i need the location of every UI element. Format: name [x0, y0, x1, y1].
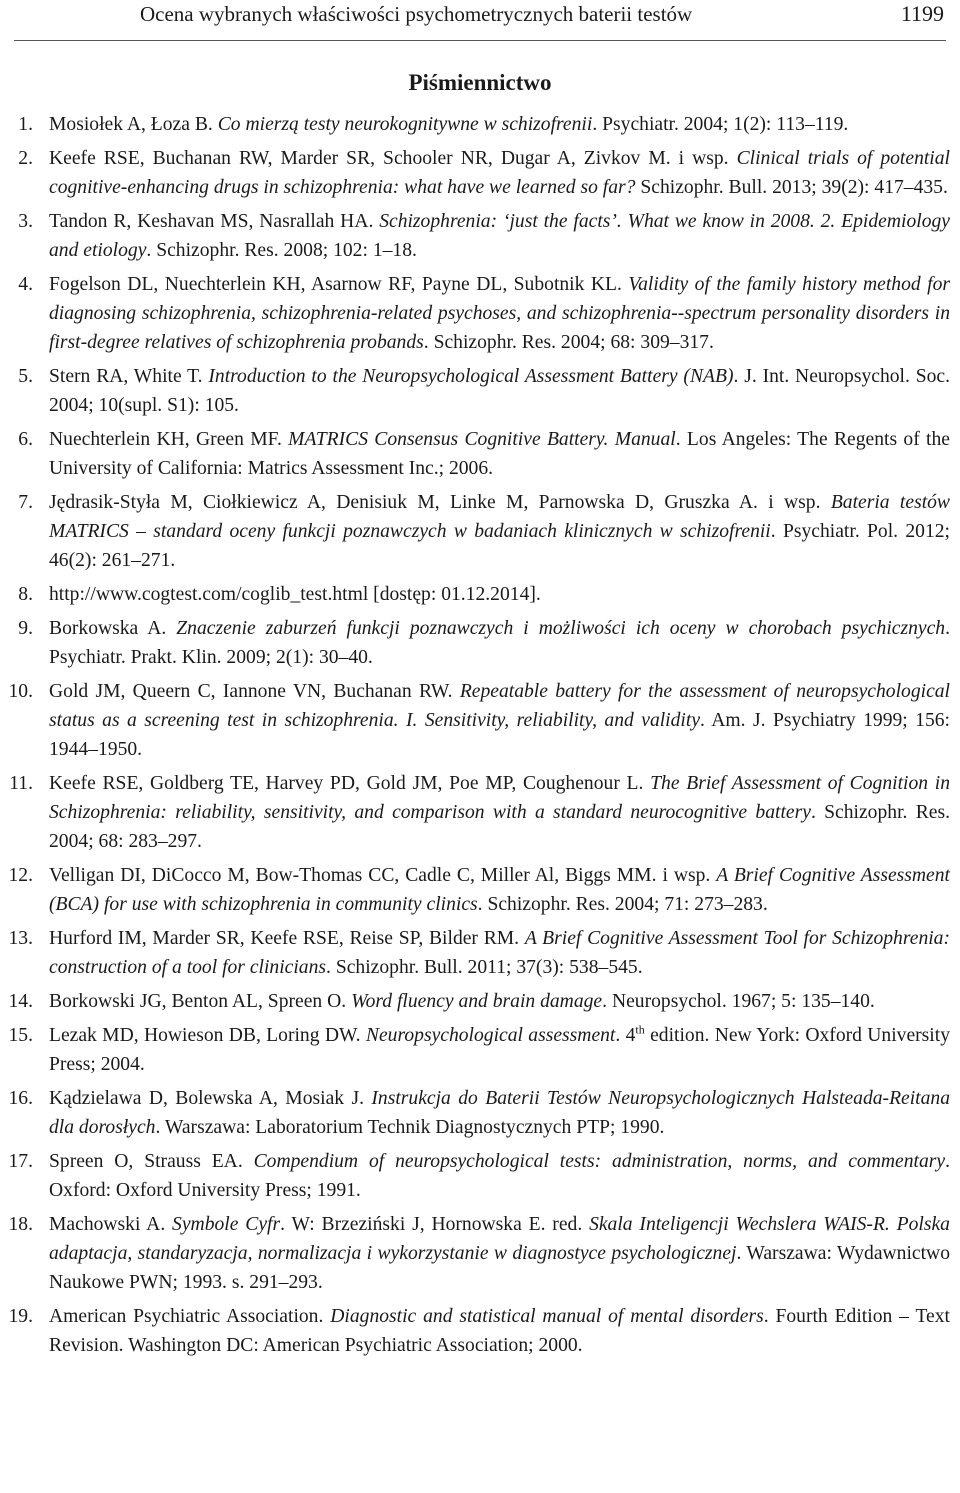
reference-title: Symbole Cyfr — [172, 1214, 281, 1235]
reference-number: 9. — [18, 618, 33, 639]
reference-source: edition. New York: Oxford University Press; 2004. — [49, 1025, 950, 1075]
reference-source: . Schizophr. Res. 2004; 71: 273–283. — [477, 894, 768, 915]
reference-item — [0, 677, 960, 764]
reference-source: . Warszawa: Laboratorium Technik Diagnostycznych PTP; 1990. — [155, 1117, 665, 1138]
page-number: 1199 — [900, 1, 944, 26]
reference-item — [0, 488, 960, 575]
reference-source: . 4 — [615, 1025, 636, 1046]
reference-title: Znaczenie zaburzeń funkcji poznawczych i możliwości ich oceny w chorobach psychicznych — [176, 618, 946, 639]
reference-authors: Jędrasik-Styła M, Ciołkiewicz A, Denisiuk M, Linke M, Parnowska D, Gruszka A. i wsp. — [49, 492, 831, 513]
reference-source: . Oxford: Oxford University Press; 1991. — [49, 1151, 950, 1201]
reference-item — [0, 580, 960, 609]
reference-title: A Brief Cognitive Assessment Tool for Schizophrenia: construction of a tool for clinicians — [49, 928, 951, 978]
reference-item — [0, 614, 960, 672]
reference-item — [0, 207, 960, 265]
reference-authors[interactable]: http://www.cogtest.com/coglib_test.html [dostęp: 01.12.2014]. — [49, 584, 541, 605]
reference-title: Validity of the family history method for diagnosing schizophrenia, schizophrenia-related psychoses, and schizophrenia--spectrum personality disorders in first-degree relatives of schizophrenia probands — [49, 274, 950, 353]
reference-title: Word fluency and brain damage — [351, 991, 603, 1012]
reference-title: Neuropsychological assessment — [365, 1025, 616, 1046]
reference-authors: Keefe RSE, Buchanan RW, Marder SR, Schooler NR, Dugar A, Zivkov M. i wsp. — [49, 148, 737, 169]
reference-item — [0, 924, 960, 982]
reference-source: . Psychiatr. 2004; 1(2): 113–119. — [592, 114, 849, 135]
reference-source: . Los Angeles: The Regents of the University of California: Matrics Assessment Inc.; 2006. — [49, 429, 950, 479]
reference-number: 19. — [8, 1306, 33, 1327]
reference-title: Bateria testów MATRICS – standard oceny funkcji poznawczych w badaniach klinicznych w schizofrenii — [49, 492, 951, 542]
reference-item — [0, 1147, 960, 1205]
reference-number: 17. — [8, 1151, 33, 1172]
reference-number: 5. — [18, 366, 33, 387]
reference-number: 15. — [8, 1025, 33, 1046]
running-header — [14, 0, 946, 41]
reference-number: 10. — [8, 681, 33, 702]
reference-source: . Warszawa: Wydawnictwo Naukowe PWN; 1993. s. 291–293. — [49, 1243, 951, 1293]
reference-item — [0, 425, 960, 483]
reference-number: 18. — [8, 1214, 33, 1235]
reference-number: 13. — [8, 928, 33, 949]
reference-authors: Velligan DI, DiCocco M, Bow-Thomas CC, Cadle C, Miller Al, Biggs MM. i wsp. — [49, 865, 717, 886]
reference-authors: Hurford IM, Marder SR, Keefe RSE, Reise SP, Bilder RM. — [49, 928, 525, 949]
reference-number: 14. — [8, 991, 33, 1012]
running-title: Ocena wybranych właściwości psychometrycznych baterii testów — [140, 2, 693, 26]
reference-item — [0, 110, 960, 139]
reference-authors: Lezak MD, Howieson DB, Loring DW. — [49, 1025, 366, 1046]
reference-superscript: th — [635, 1022, 645, 1037]
reference-source: . Schizophr. Bull. 2011; 37(3): 538–545. — [326, 957, 643, 978]
reference-title: The Brief Assessment of Cognition in Schizophrenia: reliability, sensitivity, and comparison with a standard neurocognitive battery — [49, 773, 951, 823]
reference-authors: Borkowski JG, Benton AL, Spreen O. — [49, 991, 352, 1012]
reference-item — [0, 144, 960, 202]
reference-number: 7. — [18, 492, 33, 513]
reference-source: . Schizophr. Res. 2004; 68: 283–297. — [49, 802, 951, 852]
reference-title: Introduction to the Neuropsychological Assessment Battery (NAB) — [208, 366, 734, 387]
reference-authors: Kądzielawa D, Bolewska A, Mosiak J. — [49, 1088, 372, 1109]
reference-authors: Machowski A. — [49, 1214, 173, 1235]
reference-authors: Fogelson DL, Nuechterlein KH, Asarnow RF, Payne DL, Subotnik KL. — [49, 274, 629, 295]
reference-item — [0, 1084, 960, 1142]
reference-source: Schizophr. Bull. 2013; 39(2): 417–435. — [635, 177, 948, 198]
reference-source: . W: Brzeziński J, Hornowska E. red. — [280, 1214, 590, 1235]
reference-authors: Gold JM, Queern C, Iannone VN, Buchanan RW. — [49, 681, 460, 702]
reference-number: 3. — [18, 211, 33, 232]
reference-source: . Psychiatr. Pol. 2012; 46(2): 261–271. — [49, 521, 950, 571]
reference-title: MATRICS Consensus Cognitive Battery. Manual — [288, 429, 676, 450]
reference-item — [0, 1021, 960, 1079]
reference-authors: American Psychiatric Association. — [49, 1306, 331, 1327]
reference-title: Diagnostic and statistical manual of mental disorders — [330, 1306, 764, 1327]
reference-title: Compendium of neuropsychological tests: administration, norms, and commentary — [253, 1151, 946, 1172]
reference-item — [0, 1210, 960, 1297]
reference-number: 8. — [18, 584, 33, 605]
reference-item — [0, 769, 960, 856]
reference-authors: Stern RA, White T. — [49, 366, 209, 387]
reference-title: Schizophrenia: ‘just the facts’. What we know in 2008. 2. Epidemiology and etiology — [49, 211, 950, 261]
section-title: Piśmiennictwo — [408, 70, 552, 95]
reference-authors: Spreen O, Strauss EA. — [49, 1151, 254, 1172]
reference-title: Clinical trials of potential cognitive-enhancing drugs in schizophrenia: what have we learned so far? — [49, 148, 950, 198]
reference-item — [0, 861, 960, 919]
reference-title: A Brief Cognitive Assessment (BCA) for use with schizophrenia in community clinics — [49, 865, 950, 915]
reference-source: . Am. J. Psychiatry 1999; 156: 1944–1950. — [49, 710, 950, 760]
reference-source: . Schizophr. Res. 2008; 102: 1–18. — [146, 240, 417, 261]
reference-item — [0, 270, 960, 357]
reference-source: . Psychiatr. Prakt. Klin. 2009; 2(1): 30–40. — [49, 618, 950, 668]
reference-source: . Schizophr. Res. 2004; 68: 309–317. — [423, 332, 714, 353]
reference-title: Repeatable battery for the assessment of neuropsychological status as a screening test in schizophrenia. I. Sensitivity, reliability, and validity — [49, 681, 951, 731]
reference-number: 16. — [8, 1088, 33, 1109]
reference-item — [0, 1302, 960, 1360]
reference-title: Skala Inteligencji Wechslera WAIS-R. Polska adaptacja, standaryzacja, normalizacja i wykorzystanie w diagnostyce psychologicznej — [49, 1214, 950, 1264]
reference-authors: Mosiołek A, Łoza B. — [49, 114, 218, 135]
reference-source: . Neuropsychol. 1967; 5: 135–140. — [602, 991, 875, 1012]
reference-number: 4. — [18, 274, 33, 295]
reference-number: 11. — [9, 773, 33, 794]
reference-number: 1. — [18, 114, 33, 135]
reference-item — [0, 987, 960, 1016]
reference-number: 12. — [8, 865, 33, 886]
reference-item — [0, 362, 960, 420]
reference-title: Co mierzą testy neurokognitywne w schizofrenii — [217, 114, 593, 135]
reference-authors: Tandon R, Keshavan MS, Nasrallah HA. — [49, 211, 380, 232]
reference-authors: Keefe RSE, Goldberg TE, Harvey PD, Gold JM, Poe MP, Coughenour L. — [49, 773, 651, 794]
reference-list — [0, 110, 960, 1365]
reference-title: Instrukcja do Baterii Testów Neuropsychologicznych Halsteada-Reitana dla dorosłych — [49, 1088, 951, 1138]
reference-source: . J. Int. Neuropsychol. Soc. 2004; 10(supl. S1): 105. — [49, 366, 950, 416]
reference-number: 2. — [18, 148, 33, 169]
reference-authors: Borkowska A. — [49, 618, 177, 639]
reference-authors: Nuechterlein KH, Green MF. — [49, 429, 289, 450]
reference-source: . Fourth Edition – Text Revision. Washington DC: American Psychiatric Association; 2000. — [49, 1306, 950, 1356]
reference-number: 6. — [18, 429, 33, 450]
